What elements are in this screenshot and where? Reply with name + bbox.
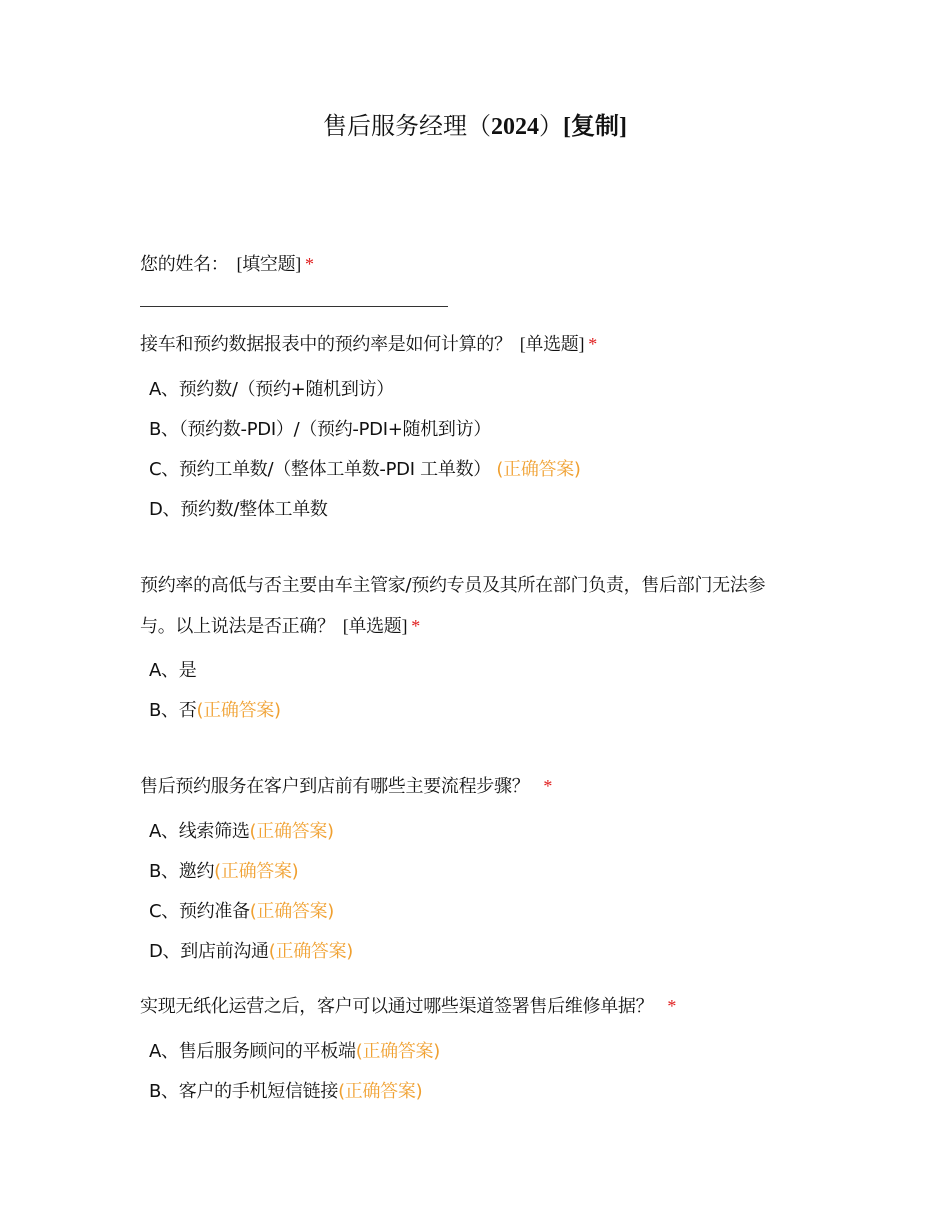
question-text: 实现无纸化运营之后，客户可以通过哪些渠道签署售后维修单据？ <box>140 996 654 1017</box>
option-label: C、预约工单数/（整体工单数-PDI 工单数） <box>149 459 491 480</box>
required-mark: * <box>588 334 597 354</box>
required-mark: * <box>411 616 420 636</box>
page-title <box>0 108 950 145</box>
correct-answer-marker: (正确答案) <box>196 700 281 721</box>
correct-answer-marker: (正确答案) <box>338 1081 423 1102</box>
option-a[interactable] <box>149 370 394 410</box>
question-5 <box>140 986 810 1027</box>
question-text-line-1: 预约率的高低与否主要由车主管家/预约专员及其所在部门负责，售后部门无法参 <box>140 575 766 596</box>
option-a[interactable] <box>149 1032 440 1072</box>
correct-answer-marker: (正确答案) <box>355 1041 440 1062</box>
question-1 <box>140 244 810 285</box>
option-label: B、否 <box>149 700 197 721</box>
option-b[interactable] <box>149 410 491 450</box>
option-label: D、预约数/整体工单数 <box>149 499 328 520</box>
required-mark: * <box>543 776 553 796</box>
option-c[interactable] <box>149 892 334 932</box>
required-mark: * <box>305 254 314 274</box>
question-text: 您的姓名： <box>140 254 229 275</box>
question-type: [单选题] <box>342 616 408 636</box>
option-c[interactable] <box>149 450 581 490</box>
option-label: A、线索筛选 <box>149 821 250 842</box>
option-label: B、客户的手机短信链接 <box>149 1081 339 1102</box>
question-3 <box>140 566 810 647</box>
option-label: B、邀约 <box>149 861 215 882</box>
option-label: B、（预约数-PDI）/（预约-PDI+随机到访） <box>149 419 492 440</box>
title-prefix: 售后服务经理（ <box>323 112 491 140</box>
option-label: A、是 <box>149 660 197 681</box>
title-year: 2024 <box>491 114 539 140</box>
name-answer-field[interactable] <box>140 306 448 307</box>
correct-answer-marker: (正确答案) <box>490 459 581 480</box>
option-b[interactable] <box>149 1072 422 1112</box>
option-label: A、售后服务顾问的平板端 <box>149 1041 356 1062</box>
question-2 <box>140 324 810 365</box>
correct-answer-marker: (正确答案) <box>214 861 299 882</box>
correct-answer-marker: (正确答案) <box>249 901 335 922</box>
question-text: 售后预约服务在客户到店前有哪些主要流程步骤？ <box>140 776 530 797</box>
question-text-line-2: 与。以上说法是否正确？ <box>140 616 335 637</box>
question-4 <box>140 766 810 807</box>
required-mark: * <box>667 996 677 1016</box>
option-d[interactable] <box>149 932 353 972</box>
option-a[interactable] <box>149 651 196 691</box>
option-label: A、预约数/（预约+随机到访） <box>149 379 394 400</box>
option-b[interactable] <box>149 852 298 892</box>
title-suffix: ） <box>539 112 563 140</box>
option-a[interactable] <box>149 812 334 852</box>
option-b[interactable] <box>149 691 281 731</box>
title-tag: [复制] <box>563 114 627 140</box>
correct-answer-marker: (正确答案) <box>249 821 334 842</box>
question-type: [单选题] <box>519 334 585 354</box>
question-type: [填空题] <box>236 254 301 274</box>
question-text: 接车和预约数据报表中的预约率是如何计算的？ <box>140 334 512 355</box>
option-d[interactable] <box>149 490 328 530</box>
option-label: D、到店前沟通 <box>149 941 269 962</box>
correct-answer-marker: (正确答案) <box>268 941 354 962</box>
option-label: C、预约准备 <box>149 901 250 922</box>
